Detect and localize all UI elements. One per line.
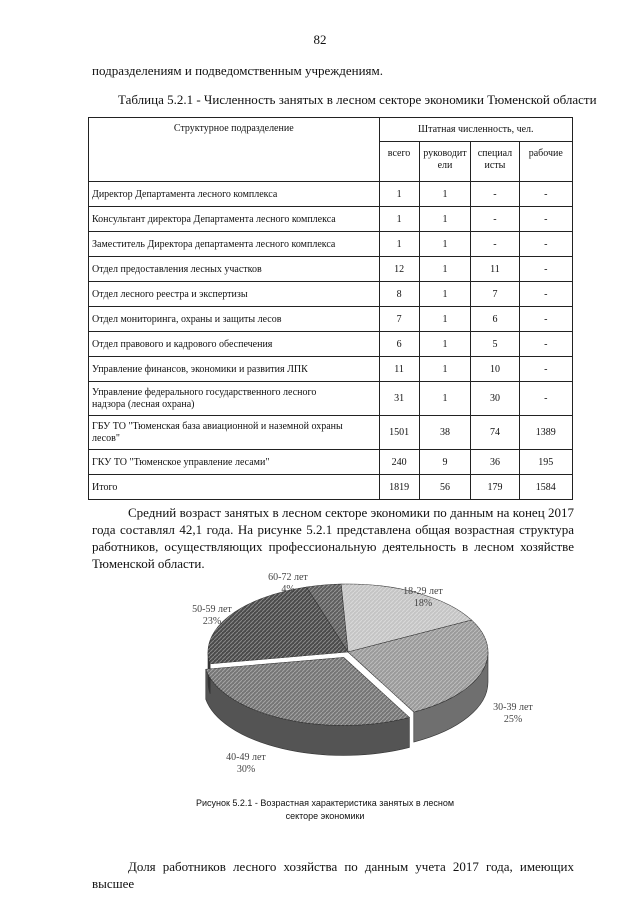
table-row: ГКУ ТО "Тюменское управление лесами" 240 9 36 195 bbox=[89, 450, 573, 475]
table-row: Отдел мониторинга, охраны и защиты лесов 7 1 6 - bbox=[89, 307, 573, 332]
figure-caption: Рисунок 5.2.1 - Возрастная характеристика занятых в лесном секторе экономики bbox=[195, 798, 455, 821]
pie-slice-label: 18-29 лет bbox=[403, 586, 443, 597]
table-row: Отдел предоставления лесных участков 12 1 11 - bbox=[89, 257, 573, 282]
age-pie-chart bbox=[178, 560, 558, 785]
bottom-paragraph: Доля работников лесного хозяйства по данным учета 2017 года, имеющих высшее bbox=[92, 859, 574, 891]
pie-slice-value: 30% bbox=[236, 764, 256, 775]
pie-slice-label: 40-49 лет bbox=[226, 752, 266, 763]
col-lead-header: руководит ели bbox=[419, 142, 471, 182]
pie-slice-value: 23% bbox=[202, 616, 222, 627]
pie-slice-value: 4% bbox=[281, 584, 295, 595]
table-row: Управление федерального государственного лесного надзора (лесная охрана) 31 1 30 - bbox=[89, 382, 573, 416]
pie-slice-label: 60-72 лет bbox=[268, 572, 308, 583]
page-number: 82 bbox=[313, 32, 327, 47]
table-row: ГБУ ТО "Тюменская база авиационной и наземной охраны лесов" 1501 38 74 1389 bbox=[89, 416, 573, 450]
table-total-row: Итого 1819 56 179 1584 bbox=[89, 475, 573, 500]
table-row: Консультант директора Департамента лесного комплекса 1 1 - - bbox=[89, 207, 573, 232]
table-row: Управление финансов, экономики и развития ЛПК 11 1 10 - bbox=[89, 357, 573, 382]
intro-text: подразделениям и подведомственным учреждениям. bbox=[92, 63, 383, 78]
staff-table bbox=[88, 117, 573, 500]
pie-slice-label: 30-39 лет bbox=[493, 702, 533, 713]
header-staff: Штатная численность, чел. bbox=[379, 118, 572, 142]
pie-slice-label: 50-59 лет bbox=[192, 604, 232, 615]
table-row: Директор Департамента лесного комплекса 1 1 - - bbox=[89, 182, 573, 207]
table-row: Отдел лесного реестра и экспертизы 8 1 7 - bbox=[89, 282, 573, 307]
pie-slice-value: 25% bbox=[503, 714, 523, 725]
pie-slice-value: 18% bbox=[413, 598, 433, 609]
col-total-header: всего bbox=[379, 142, 419, 182]
table-row: Заместитель Директора департамента лесного комплекса 1 1 - - bbox=[89, 232, 573, 257]
col-work-header: рабочие bbox=[519, 142, 572, 182]
age-paragraph: Средний возраст занятых в лесном секторе экономики по данным на конец 2017 года составлял 42,1 года. На рисунке 5.2.1 представлена общая возрастная структура работников, осуществляющих профессиональную деятельность в лесном хозяйстве Тюменской области. bbox=[92, 505, 574, 571]
col-spec-header: специал исты bbox=[471, 142, 519, 182]
table-row: Отдел правового и кадрового обеспечения 6 1 5 - bbox=[89, 332, 573, 357]
table-caption: Таблица 5.2.1 - Численность занятых в лесном секторе экономики Тюменской области bbox=[118, 92, 597, 107]
header-division: Структурное подразделение bbox=[89, 118, 380, 182]
